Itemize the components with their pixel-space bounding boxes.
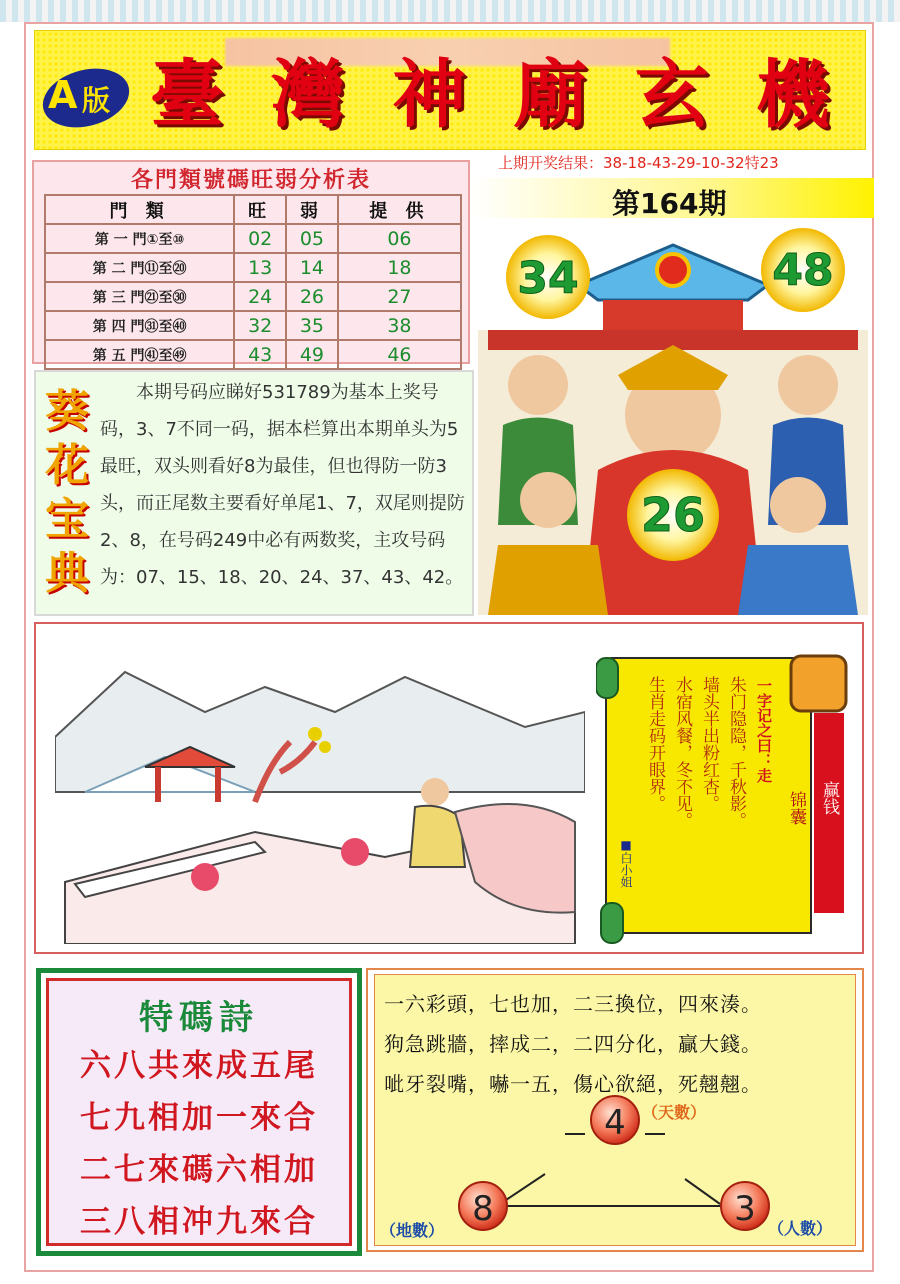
table-header: 門 類: [45, 195, 234, 224]
table-row: [45, 224, 461, 253]
scroll-roll-bottom: [601, 903, 623, 943]
scroll-line: 水宿风餐，冬不见。: [672, 676, 692, 829]
table-cell-label: 第 四 門㉛至㊵: [45, 311, 234, 340]
table-cell: 13: [234, 253, 286, 282]
di-label: （地數）: [380, 1221, 445, 1240]
a-edition-badge: [38, 60, 134, 130]
pavilion-pillar: [155, 767, 161, 802]
title-char: 灣: [271, 52, 346, 138]
scroll-line: 生肖走码开眼界。: [645, 676, 665, 812]
tema-poem-title: 特碼詩: [139, 998, 259, 1038]
last-result: 上期开奖结果：38-18-43-29-10-32特23: [498, 154, 779, 172]
god-face-right: [778, 355, 838, 415]
issue-number: 第164期: [612, 187, 727, 220]
money-bag-icon: [791, 656, 846, 711]
table-cell: 02: [234, 224, 286, 253]
table-header: 弱: [286, 195, 338, 224]
table-cell-label: 第 三 門㉑至㉚: [45, 282, 234, 311]
scroll-side-label-a: 锦囊: [786, 791, 806, 825]
table-header-row: [45, 195, 461, 224]
tema-poem-line: 三八相冲九來合: [80, 1204, 318, 1240]
badge-word: 版: [82, 84, 111, 117]
scroll-side-label-b: 赢钱: [819, 781, 839, 815]
riddle-line: 呲牙裂嘴，嚇一五，傷心欲絕，死翹翹。: [384, 1072, 762, 1096]
table-cell: 38: [338, 311, 461, 340]
page-title: [150, 50, 830, 140]
temple-number-left: 34: [517, 253, 579, 304]
table-row: [45, 253, 461, 282]
riddle-line: 一六彩頭，七也加，二三換位，四來湊。: [384, 992, 762, 1016]
lower-robe-left: [488, 545, 608, 615]
table-cell: 05: [286, 224, 338, 253]
table-row: [45, 311, 461, 340]
temple-number-right: 48: [772, 245, 834, 296]
sunflower-title-char: 宝: [45, 494, 89, 545]
lower-robe-right: [738, 545, 858, 615]
title-char: 玄: [634, 52, 709, 138]
ren-label: （人數）: [768, 1219, 833, 1238]
table-cell: 49: [286, 340, 338, 369]
analysis-table: [44, 194, 462, 370]
ren-number: 3: [734, 1189, 756, 1229]
di-number: 8: [472, 1189, 494, 1229]
girl-face: [421, 778, 449, 806]
table-cell: 14: [286, 253, 338, 282]
table-cell: 18: [338, 253, 461, 282]
number-diagram: [380, 1094, 850, 1244]
title-char: 機: [755, 52, 830, 138]
table-cell: 35: [286, 311, 338, 340]
riddle-line: 狗急跳牆，摔成二，二四分化，贏大錢。: [384, 1032, 762, 1056]
table-cell: 46: [338, 340, 461, 369]
table-row: [45, 340, 461, 369]
table-header: 旺: [234, 195, 286, 224]
table-cell: 32: [234, 311, 286, 340]
tema-poem-line: 六八共來成五尾: [80, 1048, 318, 1084]
god-face-left: [508, 355, 568, 415]
badge-letter: A: [48, 73, 78, 117]
table-row: [45, 282, 461, 311]
sunflower-title-char: 典: [45, 548, 89, 599]
scroll-header: 一字记之曰：走: [755, 678, 773, 783]
connector-line: [685, 1179, 720, 1204]
plum-blossom: [308, 727, 322, 741]
landscape-illustration: [55, 652, 585, 944]
top-decor-band: [0, 0, 900, 22]
flower: [191, 863, 219, 891]
title-char: 廟: [513, 52, 588, 138]
god-face-lower-right: [770, 477, 826, 533]
table-cell: 24: [234, 282, 286, 311]
table-cell-label: 第 五 門㊶至㊾: [45, 340, 234, 369]
table-cell: 43: [234, 340, 286, 369]
title-char: 神: [392, 52, 467, 138]
table-header: 提 供: [338, 195, 461, 224]
table-cell: 26: [286, 282, 338, 311]
table-cell: 06: [338, 224, 461, 253]
tian-label: （天數）: [642, 1103, 707, 1122]
tema-poem-line: 七九相加一來合: [80, 1100, 318, 1136]
table-cell: 27: [338, 282, 461, 311]
plum-blossom: [319, 741, 331, 753]
scroll-author: ■白小姐: [619, 838, 633, 888]
title-char: 臺: [150, 52, 224, 138]
scroll-illustration: [596, 648, 856, 948]
tema-poem-line: 二七來碼六相加: [80, 1152, 318, 1188]
table-cell-label: 第 一 門①至⑩: [45, 224, 234, 253]
temple-number-center: 26: [640, 488, 706, 542]
scroll-roll-top: [596, 658, 618, 698]
sunflower-title-char: 花: [45, 440, 89, 491]
scroll-line: 朱门隐隐，千秋影。: [726, 676, 746, 829]
temple-gods-illustration: [478, 225, 868, 615]
pavilion-pillar: [215, 767, 221, 802]
table-cell-label: 第 二 門⑪至⑳: [45, 253, 234, 282]
analysis-table-title: 各門類號碼旺弱分析表: [130, 168, 371, 193]
god-face-lower-left: [520, 472, 576, 528]
temple-emblem: [657, 254, 689, 286]
temple-eave: [603, 300, 743, 330]
scroll-line: 墙头半出粉红杏。: [699, 676, 719, 812]
sunflower-text: 本期号码应睇好531789为基本上奖号码，3、7不同一码，据本栏算出本期单头为5最旺，双头则看好8为最佳，但也得防一防3头，而正尾数主要看好单尾1、7，双尾则提防2、8，在号码249中必有两数奖，主攻号码为：07、15、18、20、24、37、43、42。: [100, 382, 465, 588]
tian-number: 4: [604, 1103, 626, 1143]
flower: [341, 838, 369, 866]
sunflower-title-char: 葵: [45, 386, 89, 437]
sunflower-title: [38, 385, 96, 601]
